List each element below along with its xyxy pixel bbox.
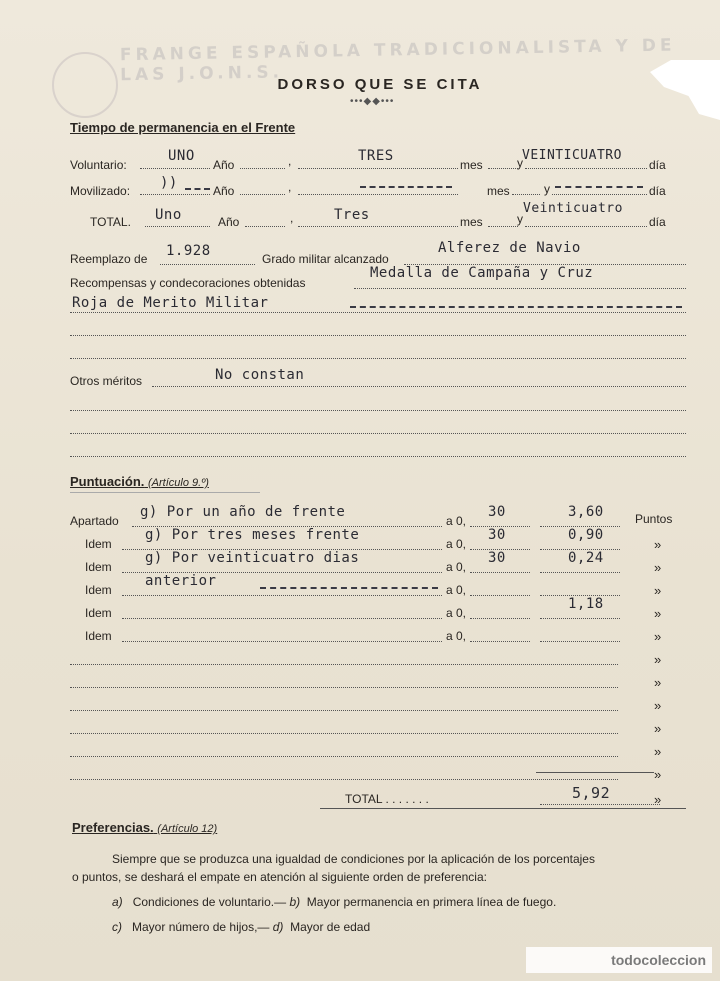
dia-label: día bbox=[649, 215, 666, 229]
pref-b-text: Mayor permanencia en primera línea de fuego. bbox=[306, 895, 557, 909]
comma: , bbox=[288, 154, 292, 168]
score-row-raquo: » bbox=[654, 767, 662, 782]
preferencias-heading bbox=[72, 820, 217, 835]
score-row-a0: a 0, bbox=[446, 514, 467, 528]
score-row-label: Apartado bbox=[70, 514, 119, 528]
mes-line bbox=[298, 168, 458, 169]
reemplazo-label: Reemplazo de bbox=[70, 252, 148, 266]
score-row-pct: 30 bbox=[488, 550, 506, 566]
voluntario-anio-value: UNO bbox=[168, 148, 195, 164]
score-row-pts: 3,60 bbox=[568, 504, 604, 520]
score-row-label: Idem bbox=[85, 560, 112, 574]
pref-d-text: Mayor de edad bbox=[290, 920, 371, 934]
score-row-desc: g) Por un año de frente bbox=[140, 504, 346, 520]
recompensas-label: Recompensas y condecoraciones obtenidas bbox=[70, 276, 306, 290]
dia-label: día bbox=[649, 184, 666, 198]
anio-label: Año bbox=[213, 158, 235, 172]
watermark: todocoleccion bbox=[526, 947, 712, 973]
score-row-raquo: » bbox=[654, 744, 662, 759]
score-row-a0: a 0, bbox=[446, 606, 467, 620]
puntuacion-heading-text: Puntuación. bbox=[70, 474, 145, 489]
otros-line-1 bbox=[152, 386, 686, 387]
recompensas-line-2 bbox=[70, 312, 686, 313]
total-value: 5,92 bbox=[572, 784, 611, 802]
score-row-label: Idem bbox=[85, 583, 112, 597]
score-row-pct: 30 bbox=[488, 504, 506, 520]
score-row-pts-line bbox=[540, 641, 620, 642]
score-row-blank-line bbox=[70, 733, 618, 734]
preferencias-para-2: o puntos, se deshará el empate en atención al siguiente orden de preferencia: bbox=[72, 870, 487, 884]
voluntario-dia-value: VEINTICUATRO bbox=[522, 148, 622, 163]
score-row-raquo: » bbox=[654, 721, 662, 736]
mes-dots bbox=[512, 194, 540, 195]
movilizado-label: Movilizado: bbox=[70, 184, 131, 198]
score-row-pts: 1,18 bbox=[568, 596, 604, 612]
pref-c-text: Mayor número de hijos,— bbox=[132, 920, 270, 934]
total-tiempo-label: TOTAL. bbox=[90, 215, 131, 229]
score-row-pts: 0,24 bbox=[568, 550, 604, 566]
comma: , bbox=[290, 211, 294, 225]
anio-dots bbox=[245, 226, 285, 227]
score-row-a0: a 0, bbox=[446, 537, 467, 551]
movilizado-dia-dash bbox=[555, 186, 643, 188]
movilizado-mes-dash bbox=[360, 186, 452, 188]
total-anio-value: Uno bbox=[155, 207, 182, 223]
y-label: y bbox=[544, 182, 550, 196]
recompensas-dash bbox=[350, 306, 682, 308]
score-row-raquo: » bbox=[654, 537, 662, 552]
pref-a-row bbox=[112, 893, 556, 911]
preferencias-para-1: Siempre que se produzca una igualdad de condiciones por la aplicación de los porcentajes bbox=[112, 852, 595, 866]
comma: , bbox=[288, 180, 292, 194]
puntuacion-heading bbox=[70, 474, 209, 489]
recompensas-value-2: Roja de Merito Militar bbox=[72, 295, 269, 311]
dia-line bbox=[525, 226, 647, 227]
otros-label: Otros méritos bbox=[70, 374, 143, 388]
pref-a: a) bbox=[112, 895, 123, 909]
score-row-dash bbox=[260, 587, 438, 589]
grado-label: Grado militar alcanzado bbox=[262, 252, 389, 266]
total-underline bbox=[320, 808, 686, 809]
score-row-blank-line bbox=[70, 687, 618, 688]
recompensas-value-1: Medalla de Campaña y Cruz bbox=[370, 265, 594, 281]
otros-line-3 bbox=[70, 433, 686, 434]
score-row-desc: anterior bbox=[145, 573, 217, 589]
y-label: y bbox=[517, 212, 523, 226]
pref-d: d) bbox=[272, 920, 284, 934]
score-row-blank-line bbox=[70, 710, 618, 711]
pref-a-text: Condiciones de voluntario.— bbox=[132, 895, 287, 909]
reemplazo-value: 1.928 bbox=[166, 243, 211, 259]
otros-line-2 bbox=[70, 410, 686, 411]
movilizado-anio-dash bbox=[185, 188, 210, 190]
voluntario-label: Voluntario: bbox=[70, 158, 127, 172]
title-ornament: •••◆◆••• bbox=[350, 96, 395, 107]
recompensas-line-3 bbox=[70, 335, 686, 336]
score-row-label: Idem bbox=[85, 606, 112, 620]
score-row-blank-line bbox=[70, 756, 618, 757]
voluntario-anio-line bbox=[140, 168, 210, 169]
anio-label: Año bbox=[213, 184, 235, 198]
total-label: TOTAL . . . . . . . bbox=[345, 792, 429, 806]
anio-label: Año bbox=[218, 215, 240, 229]
score-row-raquo: » bbox=[654, 698, 662, 713]
dia-label: día bbox=[649, 158, 666, 172]
total-raquo: » bbox=[654, 792, 662, 807]
grado-value: Alferez de Navio bbox=[438, 240, 581, 256]
movilizado-anio-value: )) bbox=[160, 175, 178, 191]
bleed-through-header: FRANGE ESPAÑOLA TRADICIONALISTA Y DE LAS J.O.N.S. bbox=[119, 35, 676, 86]
mes-dots bbox=[488, 226, 518, 227]
score-row-raquo: » bbox=[654, 629, 662, 644]
puntuacion-article: (Artículo 9.º) bbox=[148, 477, 209, 489]
score-row-desc: g) Por tres meses frente bbox=[145, 527, 360, 543]
tiempo-heading: Tiempo de permanencia en el Frente bbox=[70, 120, 296, 135]
reemplazo-line bbox=[160, 264, 255, 265]
score-row-pct: 30 bbox=[488, 527, 506, 543]
score-row-desc-line bbox=[122, 595, 442, 596]
score-row-pts: 0,90 bbox=[568, 527, 604, 543]
mes-label: mes bbox=[460, 158, 483, 172]
score-row-pts-line bbox=[540, 618, 620, 619]
score-row-blank-line bbox=[70, 779, 618, 780]
score-row-pct-line bbox=[470, 572, 530, 573]
pref-c-row bbox=[112, 918, 370, 936]
score-row-raquo: » bbox=[654, 560, 662, 575]
dia-line bbox=[552, 194, 647, 195]
total-sum-rule bbox=[536, 772, 654, 773]
total-line bbox=[540, 804, 660, 805]
score-row-desc-line bbox=[122, 618, 442, 619]
y-label: y bbox=[517, 156, 523, 170]
score-row-raquo: » bbox=[654, 675, 662, 690]
score-row-pct-line bbox=[470, 595, 530, 596]
score-row-desc: g) Por veinticuatro dias bbox=[145, 550, 360, 566]
otros-value: No constan bbox=[215, 367, 305, 383]
mes-label: mes bbox=[460, 215, 483, 229]
recompensas-line-4 bbox=[70, 358, 686, 359]
preferencias-heading-text: Preferencias. bbox=[72, 820, 154, 835]
dia-line bbox=[525, 168, 647, 169]
page-title: DORSO QUE SE CITA bbox=[277, 76, 483, 93]
recompensas-line-1 bbox=[354, 288, 686, 289]
total-mes-value: Tres bbox=[334, 207, 370, 223]
pref-b: b) bbox=[289, 895, 301, 909]
voluntario-mes-value: TRES bbox=[358, 148, 394, 164]
total-dia-value: Veinticuatro bbox=[523, 201, 623, 216]
pref-c: c) bbox=[112, 920, 122, 934]
score-row-raquo: » bbox=[654, 606, 662, 621]
mes-line bbox=[298, 194, 458, 195]
score-row-pts-line bbox=[540, 572, 620, 573]
puntuacion-rule bbox=[70, 492, 260, 493]
score-row-raquo: » bbox=[654, 583, 662, 598]
score-row-pct-line bbox=[470, 618, 530, 619]
anio-dots bbox=[240, 194, 285, 195]
score-row-a0: a 0, bbox=[446, 583, 467, 597]
preferencias-article: (Artículo 12) bbox=[157, 823, 218, 835]
otros-line-4 bbox=[70, 456, 686, 457]
movilizado-anio-line bbox=[140, 194, 210, 195]
score-row-desc-line bbox=[122, 641, 442, 642]
score-row-blank-line bbox=[70, 664, 618, 665]
score-row-label: Idem bbox=[85, 537, 112, 551]
score-row-pct-line bbox=[470, 641, 530, 642]
score-row-a0: a 0, bbox=[446, 629, 467, 643]
mes-dots bbox=[488, 168, 518, 169]
score-row-a0: a 0, bbox=[446, 560, 467, 574]
anio-dots bbox=[240, 168, 285, 169]
score-row-raquo: » bbox=[654, 652, 662, 667]
puntos-label: Puntos bbox=[635, 512, 673, 526]
total-anio-line bbox=[145, 226, 210, 227]
mes-label: mes bbox=[487, 184, 510, 198]
mes-line bbox=[298, 226, 458, 227]
score-row-label: Idem bbox=[85, 629, 112, 643]
